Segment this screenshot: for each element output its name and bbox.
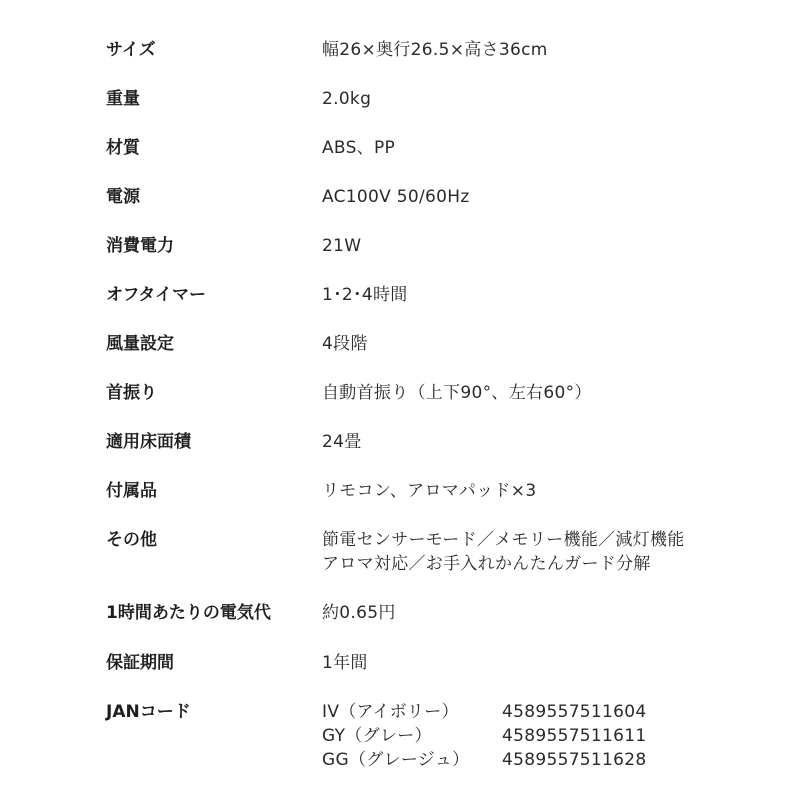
spec-value: AC100V 50/60Hz <box>322 187 470 207</box>
spec-label: 風量設定 <box>106 334 174 354</box>
spec-value: 21W <box>322 236 362 256</box>
jan-color-name: GG（グレージュ） <box>322 750 470 770</box>
jan-code-item <box>322 724 722 748</box>
jan-code-list <box>322 700 722 772</box>
spec-value: 約0.65円 <box>322 603 396 623</box>
spec-label: その他 <box>106 530 157 550</box>
jan-code-number: 4589557511628 <box>502 750 647 770</box>
spec-value: 幅26×奥行26.5×高さ36cm <box>322 40 548 60</box>
jan-code-item <box>322 700 722 724</box>
spec-value <box>322 528 685 576</box>
spec-label: 電源 <box>106 187 140 207</box>
spec-label: 首振り <box>106 383 157 403</box>
jan-code-number: 4589557511604 <box>502 702 647 722</box>
spec-label: 適用床面積 <box>106 432 191 452</box>
jan-code-number: 4589557511611 <box>502 726 647 746</box>
jan-code-item <box>322 748 722 772</box>
spec-value: 2.0kg <box>322 89 372 109</box>
spec-label: サイズ <box>106 40 156 60</box>
spec-value: 24畳 <box>322 432 362 452</box>
spec-label: JANコード <box>106 702 191 722</box>
spec-label: 重量 <box>106 89 140 109</box>
spec-value: ABS、PP <box>322 138 396 158</box>
spec-value-line: アロマ対応／お手入れかんたんガード分解 <box>322 554 651 574</box>
spec-value: 1･2･4時間 <box>322 285 408 305</box>
jan-color-name: IV（アイボリー） <box>322 702 459 722</box>
spec-value-line: 節電センサーモード／メモリー機能／減灯機能 <box>322 530 685 550</box>
jan-color-name: GY（グレー） <box>322 726 432 746</box>
spec-value: リモコン、アロマパッド×3 <box>322 481 537 501</box>
spec-value: 4段階 <box>322 334 368 354</box>
spec-label: 保証期間 <box>106 653 174 673</box>
spec-label: 消費電力 <box>106 236 174 256</box>
spec-label: 付属品 <box>106 481 157 501</box>
spec-value: 1年間 <box>322 653 368 673</box>
spec-label: オフタイマー <box>106 285 206 305</box>
spec-label: 1時間あたりの電気代 <box>106 603 271 623</box>
spec-label: 材質 <box>106 138 140 158</box>
spec-value: 自動首振り（上下90°、左右60°） <box>322 383 592 403</box>
